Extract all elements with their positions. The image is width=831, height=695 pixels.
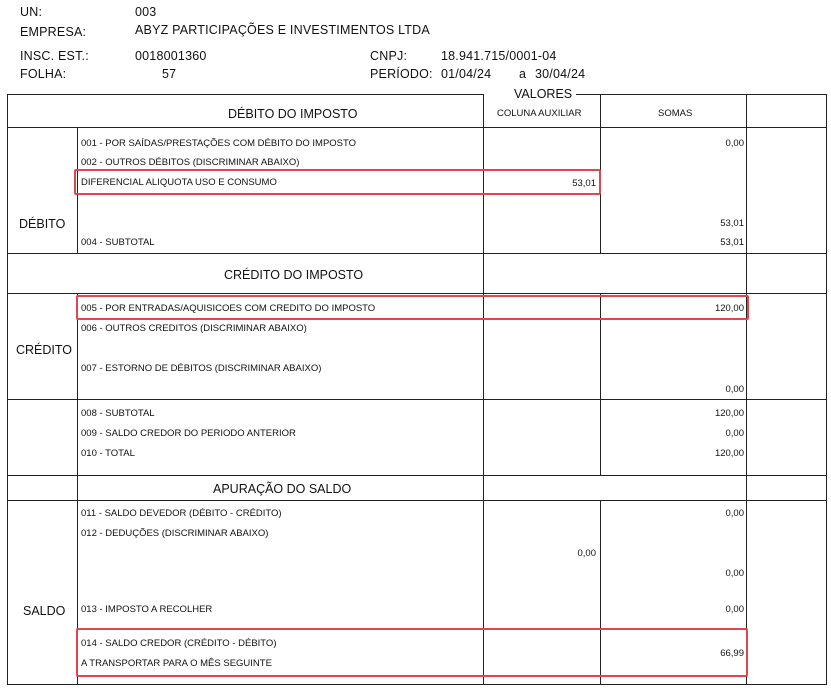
deducoes-total: 0,00 xyxy=(725,568,744,579)
saldo-side-label: SALDO xyxy=(23,604,66,618)
cnpj-value: 18.941.715/0001-04 xyxy=(441,49,557,63)
line-011-somas: 0,00 xyxy=(725,508,744,519)
diferencial-aux-value: 53,01 xyxy=(572,178,596,189)
line-009-label: 009 - SALDO CREDOR DO PERIODO ANTERIOR xyxy=(81,428,296,439)
folha-label: FOLHA: xyxy=(20,67,67,81)
line-008-label: 008 - SUBTOTAL xyxy=(81,408,155,419)
line-014-label: 014 - SALDO CREDOR (CRÉDITO - DÉBITO) xyxy=(81,638,277,649)
rule-top-right xyxy=(576,94,826,95)
line-001-somas: 0,00 xyxy=(725,138,744,149)
rule-credito-title-end xyxy=(7,293,826,294)
line-007-somas: 0,00 xyxy=(725,384,744,395)
line-004-somas: 53,01 xyxy=(720,237,744,248)
un-label: UN: xyxy=(20,5,43,19)
rule-right xyxy=(826,94,827,685)
saldo-section-title: APURAÇÃO DO SALDO xyxy=(213,482,352,496)
line-014-sublabel: A TRANSPORTAR PARA O MÊS SEGUINTE xyxy=(81,658,272,669)
line-002-label: 002 - OUTROS DÉBITOS (DISCRIMINAR ABAIXO) xyxy=(81,157,300,168)
line-001-label: 001 - POR SAÍDAS/PRESTAÇÕES COM DÉBITO DO IMPOSTO xyxy=(81,138,357,149)
rule-col-somas-right xyxy=(746,94,747,685)
periodo-label: PERÍODO: xyxy=(370,67,433,81)
line-005-somas: 120,00 xyxy=(714,303,744,314)
rule-debito-end xyxy=(7,253,826,254)
empresa-label: EMPRESA: xyxy=(20,25,87,39)
debito-side-label: DÉBITO xyxy=(19,217,66,231)
rule-left xyxy=(7,94,8,685)
rule-header-bottom xyxy=(7,127,826,128)
credito-section-title: CRÉDITO DO IMPOSTO xyxy=(224,268,364,282)
somas-header: SOMAS xyxy=(658,108,693,119)
line-013-somas: 0,00 xyxy=(725,604,744,615)
un-value: 003 xyxy=(135,5,157,19)
line-010-somas: 120,00 xyxy=(714,448,744,459)
valores-header: VALORES xyxy=(511,87,575,101)
line-013-label: 013 - IMPOSTO A RECOLHER xyxy=(81,604,213,615)
diferencial-label: DIFERENCIAL ALIQUOTA USO E CONSUMO xyxy=(81,177,277,188)
line-004-label: 004 - SUBTOTAL xyxy=(81,237,155,248)
line-008-somas: 120,00 xyxy=(714,408,744,419)
rule-side-credito xyxy=(77,293,78,476)
folha-value: 57 xyxy=(162,67,177,81)
line-009-somas: 0,00 xyxy=(725,428,744,439)
rule-credito-end xyxy=(7,475,826,476)
rule-top-left xyxy=(7,94,483,95)
periodo-start: 01/04/24 xyxy=(441,67,492,81)
line-012-label: 012 - DEDUÇÕES (DISCRIMINAR ABAIXO) xyxy=(81,528,269,539)
coluna-auxiliar-header: COLUNA AUXILIAR xyxy=(497,108,582,119)
periodo-separator: a xyxy=(519,67,527,81)
outros-debitos-total: 53,01 xyxy=(720,218,744,229)
highlight-diferencial xyxy=(74,169,601,195)
line-010-label: 010 - TOTAL xyxy=(81,448,135,459)
line-007-label: 007 - ESTORNO DE DÉBITOS (DISCRIMINAR ABAIXO) xyxy=(81,363,322,374)
insc-value: 0018001360 xyxy=(135,49,207,63)
debito-section-title: DÉBITO DO IMPOSTO xyxy=(228,107,358,121)
deducoes-aux-value: 0,00 xyxy=(577,548,596,559)
line-011-label: 011 - SALDO DEVEDOR (DÉBITO - CRÉDITO) xyxy=(81,508,282,519)
cnpj-label: CNPJ: xyxy=(370,49,408,63)
rule-bottom xyxy=(7,684,826,685)
rule-col-somas-b xyxy=(600,293,601,476)
line-014-somas: 66,99 xyxy=(720,648,744,659)
line-006-label: 006 - OUTROS CREDITOS (DISCRIMINAR ABAIXO) xyxy=(81,323,307,334)
periodo-end: 30/04/24 xyxy=(535,67,586,81)
rule-credito-mid xyxy=(7,399,826,400)
line-005-label: 005 - POR ENTRADAS/AQUISICOES COM CREDITO DO IMPOSTO xyxy=(81,303,376,314)
highlight-line-005 xyxy=(76,295,749,320)
insc-label: INSC. EST.: xyxy=(20,49,89,63)
empresa-value: ABYZ PARTICIPAÇÕES E INVESTIMENTOS LTDA xyxy=(135,23,430,37)
highlight-line-014 xyxy=(76,628,748,677)
credito-side-label: CRÉDITO xyxy=(16,343,73,357)
rule-saldo-title-end xyxy=(7,500,826,501)
